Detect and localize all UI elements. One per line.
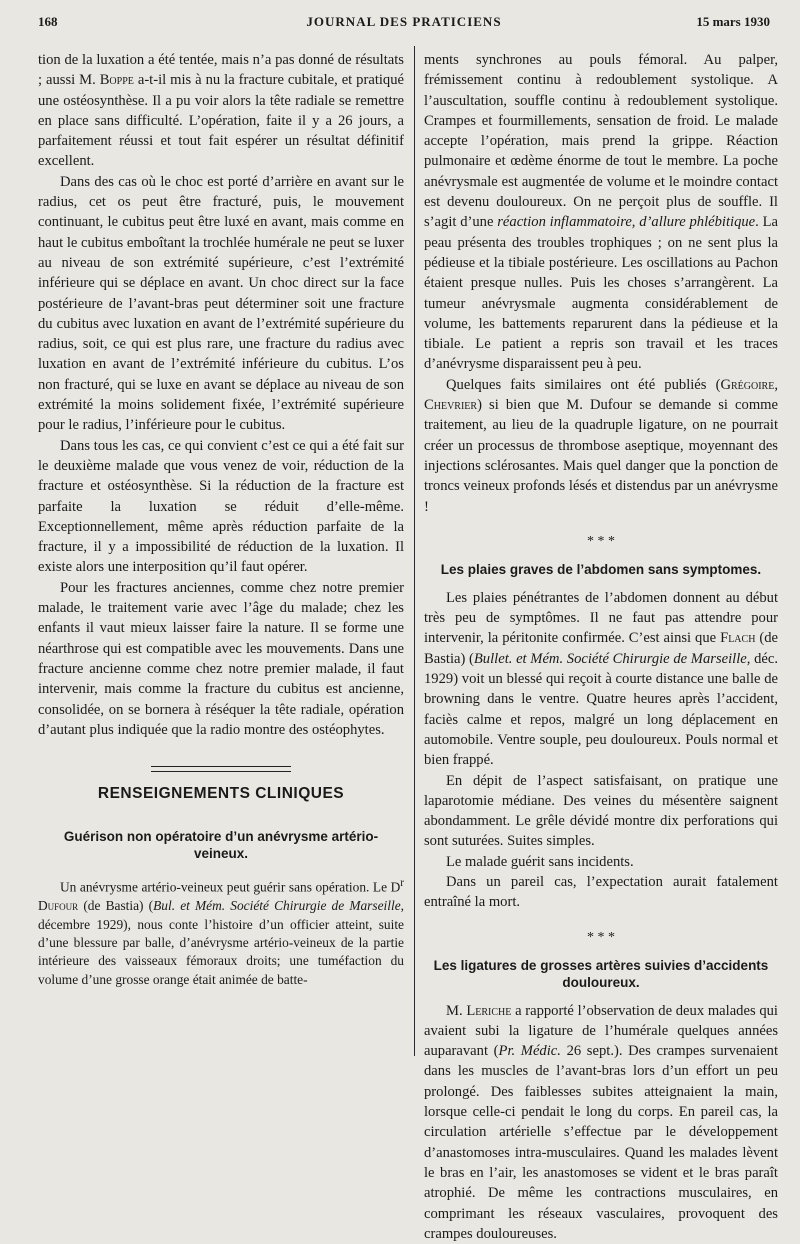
right-column [424, 50, 778, 1244]
section-separator: * * * [587, 533, 615, 549]
paragraph: Dans un pareil cas, l’expectation aurait fatalement entraîné la mort. [424, 873, 778, 911]
paragraph: Les plaies pénétrantes de l’abdomen donnent au début très peu de symptômes. Il ne faut pas attendre pour intervenir, la péritonite confirmée. C’est ainsi que Flach (de Bastia) (Bullet. et Mém. Société Chirurgie de Marseille, déc. 1929) voit un blessé qui reçoit à courte distance une balle de browning dans le ventre. Quatre heures après l’accident, faciès calme et repos, malgré un long déplacement en automobile. Ventre souple, peu douloureux. Pouls normal et bien frappé. [424, 589, 778, 769]
section-title: RENSEIGNEMENTS CLINIQUES [97, 785, 345, 803]
paragraph: Un anévrysme artério-veineux peut guérir sans opération. Le $D^r$ Dufour (de Bastia) (Bul. et Mém. Société Chirurgie de Marseille, décembre 1929), nous conte l’histoire d’un officier atteint, suite d’une blessure par balle, d’anévrysme artério-veineux de la partie intérieure des vaisseaux fémoraux droits; une tuméfaction du volume d’une grosse orange était animée de batte- [38, 877, 404, 987]
paragraph: Dans tous les cas, ce qui convient c’est ce qui a été fait sur le deuxième malade que vous venez de voir, réduction de la fracture et ostéosynthèse. Si la réduction de la fracture est parfaite la luxation se réduit d’elle-même. Exceptionnellement, même après réduction parfaite de la fracture, il y a impossibilité de réduction de la luxation. Il existe alors une interposition qu’il faut opérer. [38, 437, 404, 576]
article-heading: Les plaies graves de l’abdomen sans symptomes. [440, 561, 762, 577]
double-rule [151, 766, 291, 772]
left-column [38, 50, 404, 989]
paragraph: Quelques faits similaires ont été publiés (Grégoire, Chevrier) si bien que M. Dufour se demande si comme traitement, au lieu de la quadruple ligature, on ne pourrait créer un processus de thrombose aseptique, moyennant des injections sclérosantes. Mais quel danger que la ponction de troncs veineux profonds lésés et distendus par un anévrysme ! [424, 376, 778, 515]
running-header [38, 14, 770, 36]
paragraph: En dépit de l’aspect satisfaisant, on pratique une laparotomie médiane. Des veines du mésentère saignent abondamment. Le grêle dévidé montre dix perforations qui sont suturées. Suites simples. [424, 772, 778, 850]
paragraph: ments synchrones au pouls fémoral. Au palper, frémissement continu à redoublement systolique. A l’auscultation, souffle continu à redoublement systolique. Crampes et fourmillements, sensation de froid. Le malade accepte l’opération, mais prend la grippe. Réaction pulmonaire et œdème énorme de tout le membre. La poche anévrysmale est augmentée de volume et le moindre contact est devenu douloureux. On ne perçoit plus de souffle. Il s’agit d’une réaction inflammatoire, d’allure phlébitique. La peau présenta des troubles trophiques ; on ne sent plus la pédieuse et la tibiale postérieure. Les oscillations au Pachon étaient presque nulles. Puis les choses s’arrangèrent. La tumeur anévrysmale augmenta considérablement de volume, les battements reparurent dans la pédieuse et la tibiale. Le patient a repris son travail et les traces d’anévrysme disparaissent peu à peu. [424, 52, 778, 373]
paragraph: Dans des cas où le choc est porté d’arrière en avant sur le radius, cet os peut être fracturé, puis, le mouvement continuant, le cubitus peut être luxé en avant, mais comme en haut le cubitus emboîtant la trochlée humérale ne peut se luxer au niveau de son extrémité supérieure, c’est l’extrémité inférieure qui se déplace en avant. Un choc direct sur la face postérieure de l’avant-bras peut déterminer soit une fracture du cubitus avec luxation en avant de l’extrémité supérieure du radius, soit, ce qui est plus rare, une fracture du radius avec luxation en avant de l’extrémité inférieure du cubitus. L’os non fracturé, qui se luxe en avant se déplace au niveau de son extrémité la moins solidement fixée, l’extrémité supérieure pour le radius, l’inférieure pour le cubitus. [38, 173, 404, 434]
column-divider [414, 46, 415, 1056]
page-number: 168 [38, 14, 58, 29]
issue-date: 15 mars 1930 [696, 14, 770, 29]
paragraph: Pour les fractures anciennes, comme chez notre premier malade, le traitement varie avec l’âge du malade; chez les enfants il vaut mieux laisser faire la nature. Il se forme une néarthrose qui est compatible avec les mouvements. Dans une fracture ancienne comme chez notre premier malade, il faut intervenir, mais comme la fracture du cubitus est ancienne, consolidée, on se bornera à réséquer la tête radiale, opération d’autant plus indiquée que la radio montre des ostéophytes. [38, 579, 404, 738]
journal-title: JOURNAL DES PRATICIENS [306, 14, 502, 29]
paragraph: tion de la luxation a été tentée, mais n’a pas donné de résultats ; aussi M. Boppe a-t-il mis à nu la fracture cubitale, et pratiqué une ostéosynthèse. Il a pu voir alors la tête radiale se remettre en place sans difficulté. L’opération, faite il y a 26 jours, a parfaitement réussi et tout fait espérer un résultat définitif excellent. [38, 52, 404, 170]
paragraph: Le malade guérit sans incidents. [446, 853, 634, 870]
paragraph: M. Leriche a rapporté l’observation de deux malades qui avaient subi la ligature de l’humérale quelques années auparavant (Pr. Médic. 26 sept.). Des crampes survenaient dans les muscles de l’avant-bras lors d’un effort un peu prolongé. Des faiblesses subites atteignaient la main, lorsque celle-ci pendait le long du corps. En pareil cas, la circulation artérielle s’effectue par le développement d’anastomoses intra-musculaires. Quand les malades lèvent le bras en l’air, les anastomoses se vident et le bras paraît atrophié. De même les contractions musculaires, en comprimant les réseaux vasculaires, provoquent des crampes douloureuses. [424, 1002, 778, 1242]
article-heading: Les ligatures de grosses artères suivies d’accidents douloureux. [433, 957, 769, 990]
section-separator: * * * [587, 929, 615, 945]
article-heading: Guérison non opératoire d’un anévrysme artério-veineux. [63, 829, 379, 862]
